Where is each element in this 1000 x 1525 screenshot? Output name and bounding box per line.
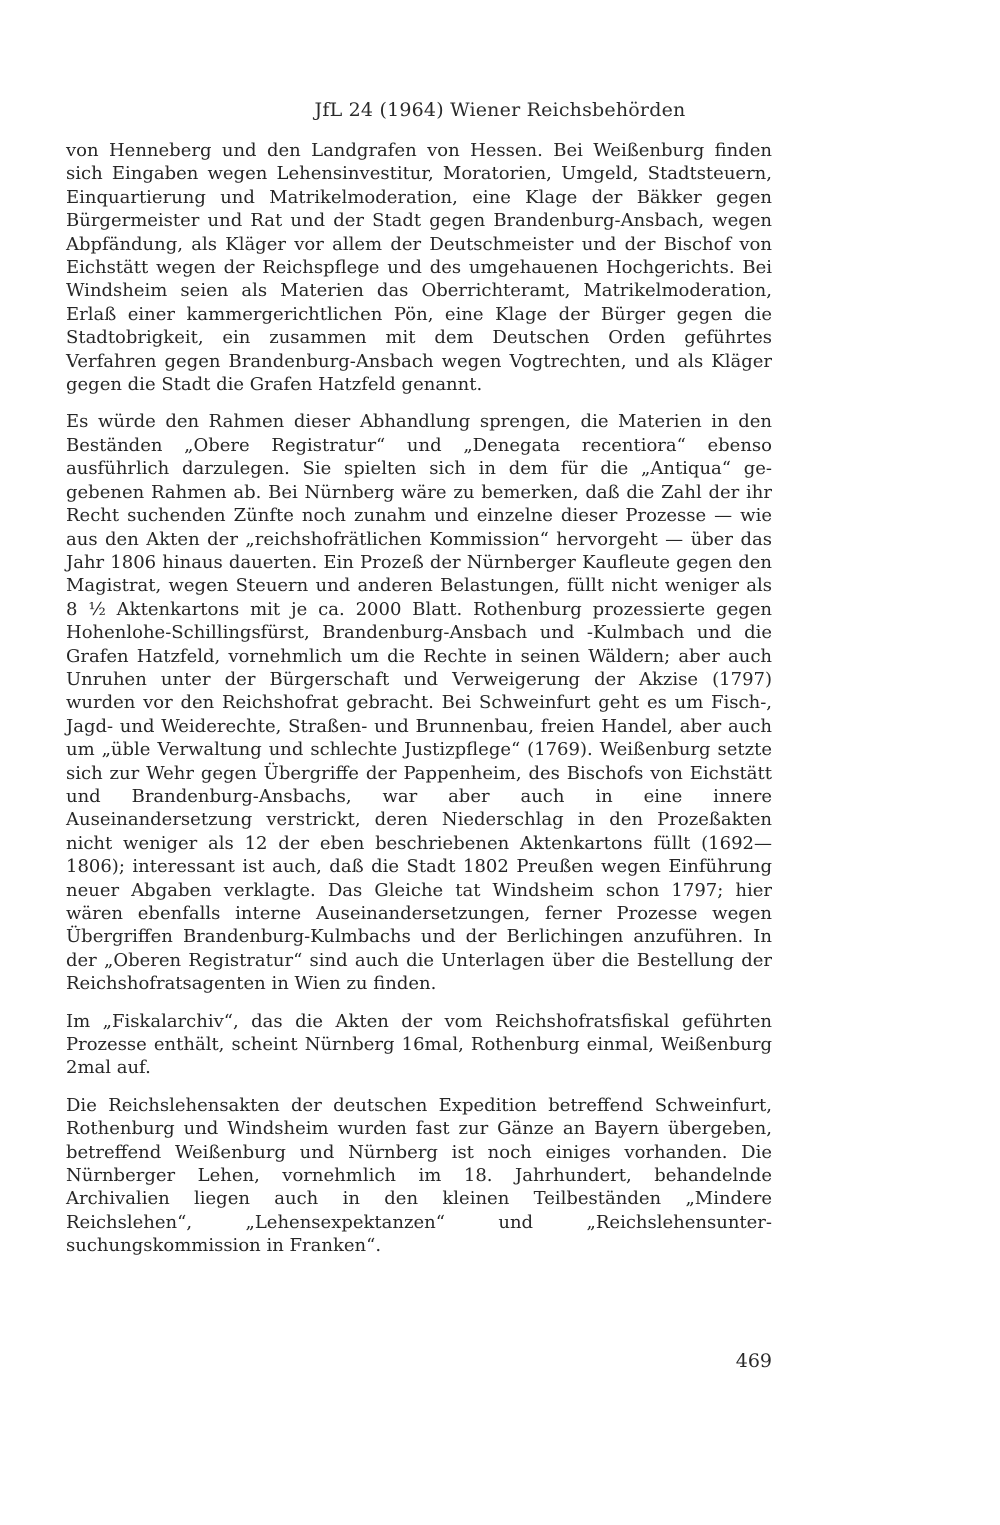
- paragraph-3: Im „Fiskalarchiv“, das die Akten der vom Reichshofratsfiskal geführten Prozesse enthält, scheint Nürnberg 16mal, Rothenburg einmal, Weißenburg 2mal auf.: [66, 1010, 772, 1079]
- paragraph-1: von Henneberg und den Landgrafen von Hessen. Bei Weißenburg finden sich Eingaben wegen Lehensinvestitur, Moratorien, Umgeld, Stadtsteuern, Einquartierung und Matrikelmoderation, eine Klage der Bäkker gegen Bürgermeister und Rat und der Stadt gegen Brandenburg-Ansbach, wegen Abpfändung, als Kläger vor allem der Deutschmeister und der Bischof von Eichstätt wegen der Reichspflege und des umgehauenen Hochgerichts. Bei Windsheim seien als Materien das Oberrichteramt, Matrikelmoderation, Erlaß einer kammergerichtlichen Pön, eine Klage der Bürger gegen die Stadtobrigkeit, ein zusammen mit dem Deutschen Orden geführtes Verfahren gegen Brandenburg-Ansbach wegen Vogtrechten, und als Kläger gegen die Stadt die Grafen Hatzfeld genannt.: [66, 140, 772, 396]
- paragraph-2: Es würde den Rahmen dieser Abhandlung sprengen, die Materien in den Beständen „Obere Registratur“ und „Denegata recentiora“ ebenso ausführlich darzulegen. Sie spielten sich in dem für die „Antiqua“ gegebenen Rahmen ab. Bei Nürnberg wäre zu bemerken, daß die Zahl der ihr Recht suchenden Zünfte noch zunahm und einzelne dieser Prozesse — wie aus den Akten der „reichshofrätlichen Kommission“ hervorgeht — über das Jahr 1806 hinaus dauerten. Ein Prozeß der Nürnberger Kaufleute gegen den Magistrat, wegen Steuern und anderen Belastungen, füllt nicht weniger als 8 ½ Aktenkartons mit je ca. 2000 Blatt. Rothenburg prozessierte gegen Hohenlohe-Schillingsfürst, Brandenburg-Ansbach und -Kulmbach und die Grafen Hatzfeld, vornehmlich um die Rechte in seinen Wäldern; aber auch Unruhen unter der Bürgerschaft und Verweigerung der Akzise (1797) wurden vor den Reichshofrat gebracht. Bei Schweinfurt geht es um Fisch-, Jagd- und Weiderechte, Straßen- und Brunnenbau, freien Handel, aber auch um „üble Verwaltung und schlechte Justizpflege“ (1769). Weißenburg setzte sich zur Wehr gegen Übergriffe der Pappenheim, des Bischofs von Eichstätt und Brandenburg-Ansbachs, war aber auch in eine innere Auseinandersetzung verstrickt, deren Niederschlag in den Prozeßakten nicht weniger als 12 der eben beschriebenen Aktenkartons füllt (1692—1806); interessant ist auch, daß die Stadt 1802 Preußen wegen Einführung neuer Abgaben verklagte. Das Gleiche tat Windsheim schon 1797; hier wären ebenfalls interne Auseinandersetzungen, ferner Prozesse wegen Übergriffen Brandenburg-Kulmbachs und der Berlichingen anzuführen. In der „Oberen Registratur“ sind auch die Unterlagen über die Bestellung der Reichshofratsagenten in Wien zu finden.: [66, 411, 772, 995]
- page-number: 469: [735, 1350, 772, 1372]
- running-head: JfL 24 (1964) Wiener Reichsbehörden: [314, 99, 686, 121]
- body-text: [66, 139, 772, 1272]
- paragraph-4: Die Reichslehensakten der deutschen Expedition betreffend Schweinfurt, Rothenburg und Windsheim wurden fast zur Gänze an Bayern übergeben, betreffend Weißenburg und Nürnberg ist noch einiges vorhanden. Die Nürnberger Lehen, vornehmlich im 18. Jahrhundert, behandelnde Archivalien liegen auch in den kleinen Teilbeständen „Mindere Reichslehen“, „Lehensexpektanzen“ und „Reichslehensuntersuchungskommission in Franken“.: [66, 1094, 772, 1257]
